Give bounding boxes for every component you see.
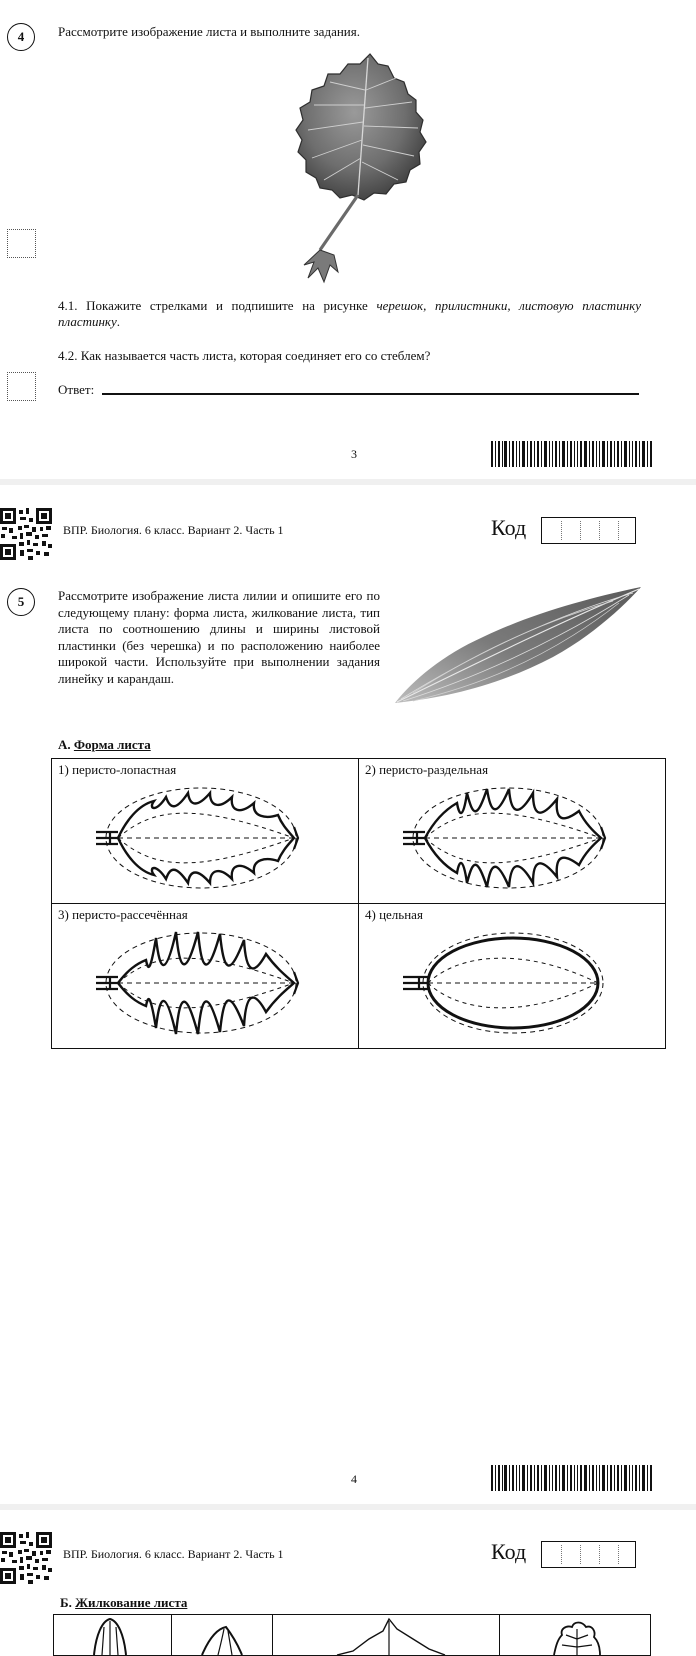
lobed-leaf-diagram — [96, 779, 306, 897]
venation-option-3[interactable] — [273, 1615, 500, 1656]
venation-diagram-3 — [273, 1615, 499, 1655]
kod-input[interactable] — [541, 517, 636, 544]
venation-option-1[interactable] — [54, 1615, 172, 1656]
venation-diagram-2 — [172, 1615, 272, 1655]
score-box-4-2[interactable] — [7, 372, 36, 401]
header-title-2: ВПР. Биология. 6 класс. Вариант 2. Часть 1 — [63, 1547, 284, 1561]
kod-label: Код — [491, 515, 527, 540]
page-separator-2 — [0, 1504, 696, 1510]
page-number-3: 3 — [351, 447, 357, 461]
task-4-number: 4 — [7, 23, 35, 51]
answer-line[interactable] — [102, 393, 639, 395]
parted-leaf-diagram — [403, 779, 613, 897]
task-4-1-question-end: пластинку. — [58, 314, 121, 329]
option-entire[interactable]: 4) цельная — [359, 904, 666, 1049]
page-separator — [0, 479, 696, 485]
task-4-2-question: 4.2. Как называется часть листа, которая соединяет его со стеблем? — [58, 348, 431, 363]
section-b-heading: Б. Жилкование листа — [60, 1595, 188, 1610]
venation-diagram-4 — [500, 1615, 650, 1655]
option-dissected[interactable]: 3) перисто-рассечённая — [52, 904, 359, 1049]
task-5-number: 5 — [7, 588, 35, 616]
leaf-shape-table — [51, 758, 666, 1049]
section-a-heading: А. Форма листа — [58, 737, 151, 752]
task-4-intro: Рассмотрите изображение листа и выполните задания. — [58, 24, 360, 39]
kod-input-2[interactable] — [541, 1541, 636, 1568]
venation-option-2[interactable] — [172, 1615, 273, 1656]
task-4-1-question: 4.1. Покажите стрелками и подпишите на рисунке черешок, прилистники, листовую пластинку — [58, 298, 641, 313]
lily-leaf-illustration — [393, 585, 643, 710]
page-number-4: 4 — [351, 1472, 357, 1486]
leaf-illustration — [278, 50, 438, 285]
venation-diagram-1 — [54, 1615, 171, 1655]
barcode — [491, 441, 654, 467]
score-box-4-1[interactable] — [7, 229, 36, 258]
header-title: ВПР. Биология. 6 класс. Вариант 2. Часть 1 — [63, 523, 284, 537]
answer-label: Ответ: — [58, 382, 95, 397]
kod-label-2: Код — [491, 1539, 527, 1564]
entire-leaf-diagram — [403, 924, 613, 1042]
option-lobed[interactable]: 1) перисто-лопастная — [52, 759, 359, 904]
venation-option-4[interactable] — [500, 1615, 651, 1656]
option-parted[interactable]: 2) перисто-раздельная — [359, 759, 666, 904]
dissected-leaf-diagram — [96, 924, 306, 1042]
barcode-2 — [491, 1465, 654, 1491]
qr-code-2 — [0, 1532, 52, 1584]
qr-code — [0, 508, 52, 560]
task-5-intro: Рассмотрите изображение листа лилии и опишите его по следующему плану: форма листа, жилкование листа, тип листа по соотношению длины и ширины листовой пластинки (без черешка) и по расположению наиболее широкой части. Используйте при выполнении задания линейку и карандаш. — [58, 588, 380, 686]
